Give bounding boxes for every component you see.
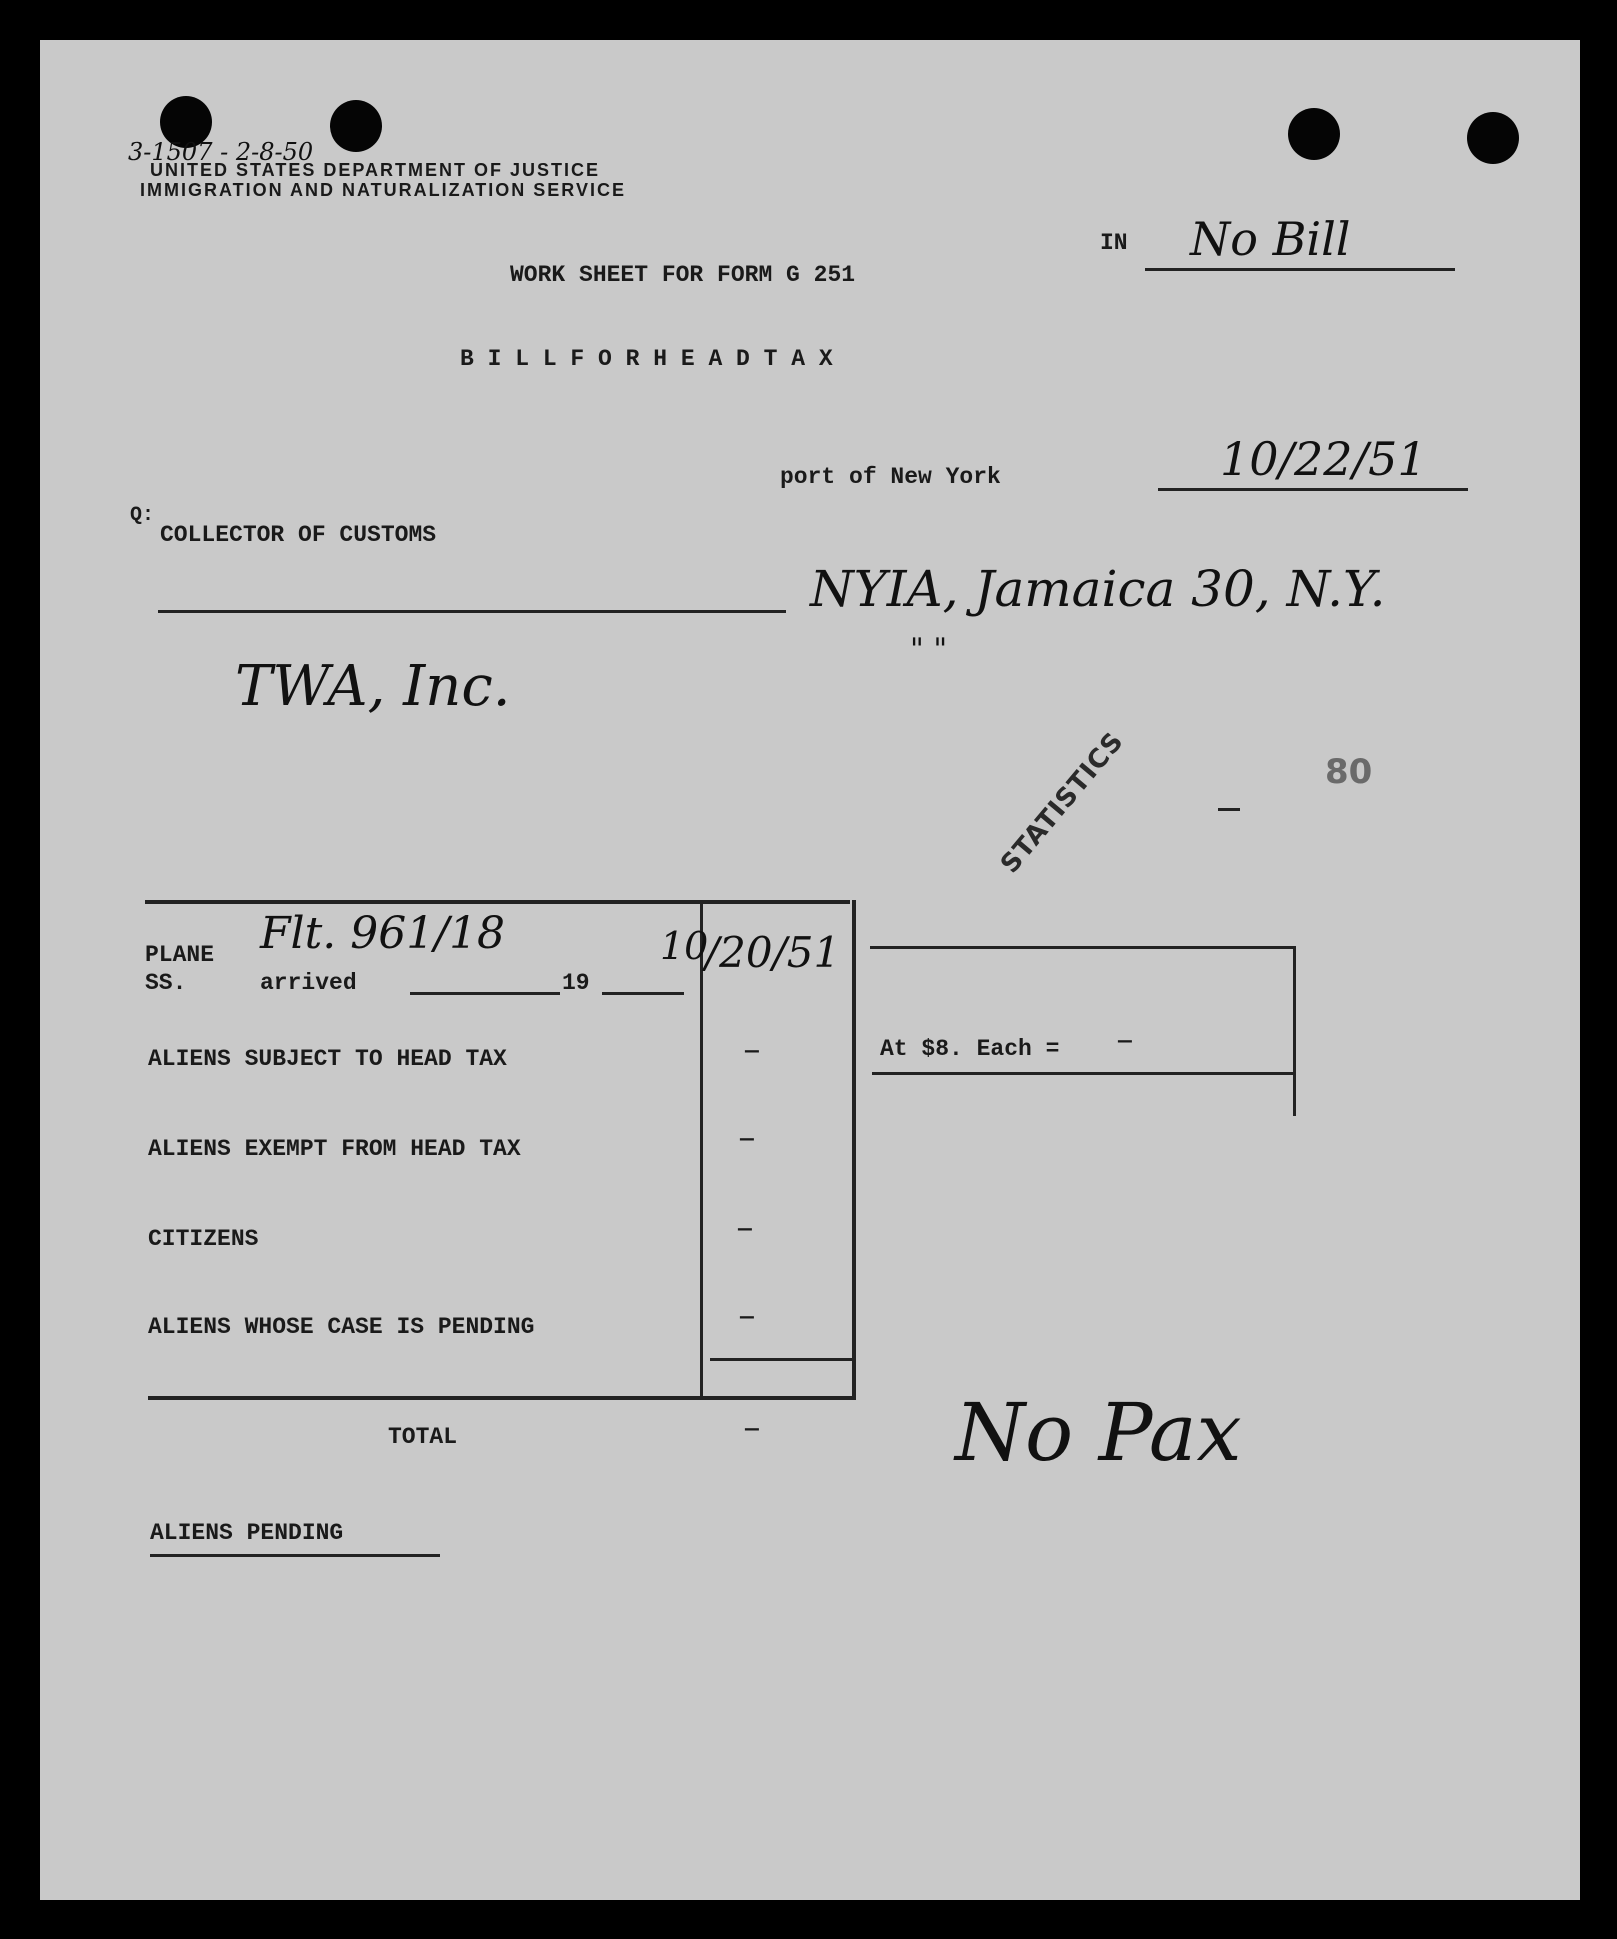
rate-box-right [1293, 946, 1296, 1116]
port-label: port of New York [780, 464, 1001, 490]
document-page [40, 40, 1580, 1900]
aliens-pending-underline [150, 1554, 440, 1557]
rate-box-top [870, 946, 1296, 949]
agency-line-1: UNITED STATES DEPARTMENT OF JUSTICE [150, 160, 601, 180]
punch-hole [1467, 112, 1519, 164]
in-label: IN [1100, 230, 1128, 256]
dash-mark [1218, 808, 1240, 811]
plane-label: PLANE [145, 942, 215, 968]
carrier: TWA, Inc. [235, 654, 511, 719]
bill-title: B I L L F O R H E A D T A X [460, 346, 833, 372]
flight-number: Flt. 961/18 [260, 908, 506, 959]
arrived-underline [410, 992, 560, 995]
statistics-stamp: STATISTICS [995, 726, 1131, 880]
addressee: COLLECTOR OF CUSTOMS [160, 522, 437, 548]
row-label-citizens: CITIZENS [148, 1226, 259, 1252]
to-label: Q: [130, 504, 155, 527]
arrival-month: 10 [660, 924, 709, 968]
rate-value: — [1118, 1028, 1132, 1054]
punch-hole [1288, 108, 1340, 160]
total-value: — [745, 1416, 759, 1442]
table-bottom-rule [148, 1396, 856, 1400]
row-value-pending: — [740, 1304, 754, 1330]
form-code: 3-1507 - 2-8-50 [128, 138, 314, 166]
row-label-exempt: ALIENS EXEMPT FROM HEAD TAX [148, 1136, 521, 1162]
no-pax-note: No Pax [955, 1386, 1242, 1479]
row-value-subject: — [745, 1038, 759, 1064]
total-label: TOTAL [388, 1424, 458, 1450]
in-value: No Bill [1190, 212, 1351, 266]
rate-label: At $8. Each = [880, 1036, 1060, 1062]
aliens-pending-label: ALIENS PENDING [150, 1520, 344, 1546]
punch-hole [330, 100, 382, 152]
table-top-rule [145, 900, 850, 904]
arrived-label: arrived [260, 970, 357, 996]
location: NYIA, Jamaica 30, N.Y. [810, 560, 1386, 618]
number-80: 80 [1325, 752, 1373, 792]
year-underline [602, 992, 684, 995]
year-prefix: 19 [562, 970, 590, 996]
total-rule [710, 1358, 852, 1361]
arrival-date: /20/51 [705, 928, 841, 977]
row-value-exempt: — [740, 1126, 754, 1152]
worksheet-title: WORK SHEET FOR FORM G 251 [510, 262, 856, 288]
location-ditto: " " [910, 632, 948, 667]
ss-label: SS. [145, 970, 187, 996]
row-label-pending: ALIENS WHOSE CASE IS PENDING [148, 1314, 535, 1340]
table-right-rule [852, 900, 856, 1400]
table-divider [700, 900, 703, 1400]
row-label-subject: ALIENS SUBJECT TO HEAD TAX [148, 1046, 507, 1072]
address-underline [158, 610, 786, 613]
row-value-citizens: — [738, 1216, 752, 1242]
date-underline [1158, 488, 1468, 491]
in-underline [1145, 268, 1455, 271]
agency-line-2: IMMIGRATION AND NATURALIZATION SERVICE [140, 180, 626, 200]
bill-date: 10/22/51 [1220, 432, 1427, 486]
rate-box-bottom [872, 1072, 1296, 1075]
